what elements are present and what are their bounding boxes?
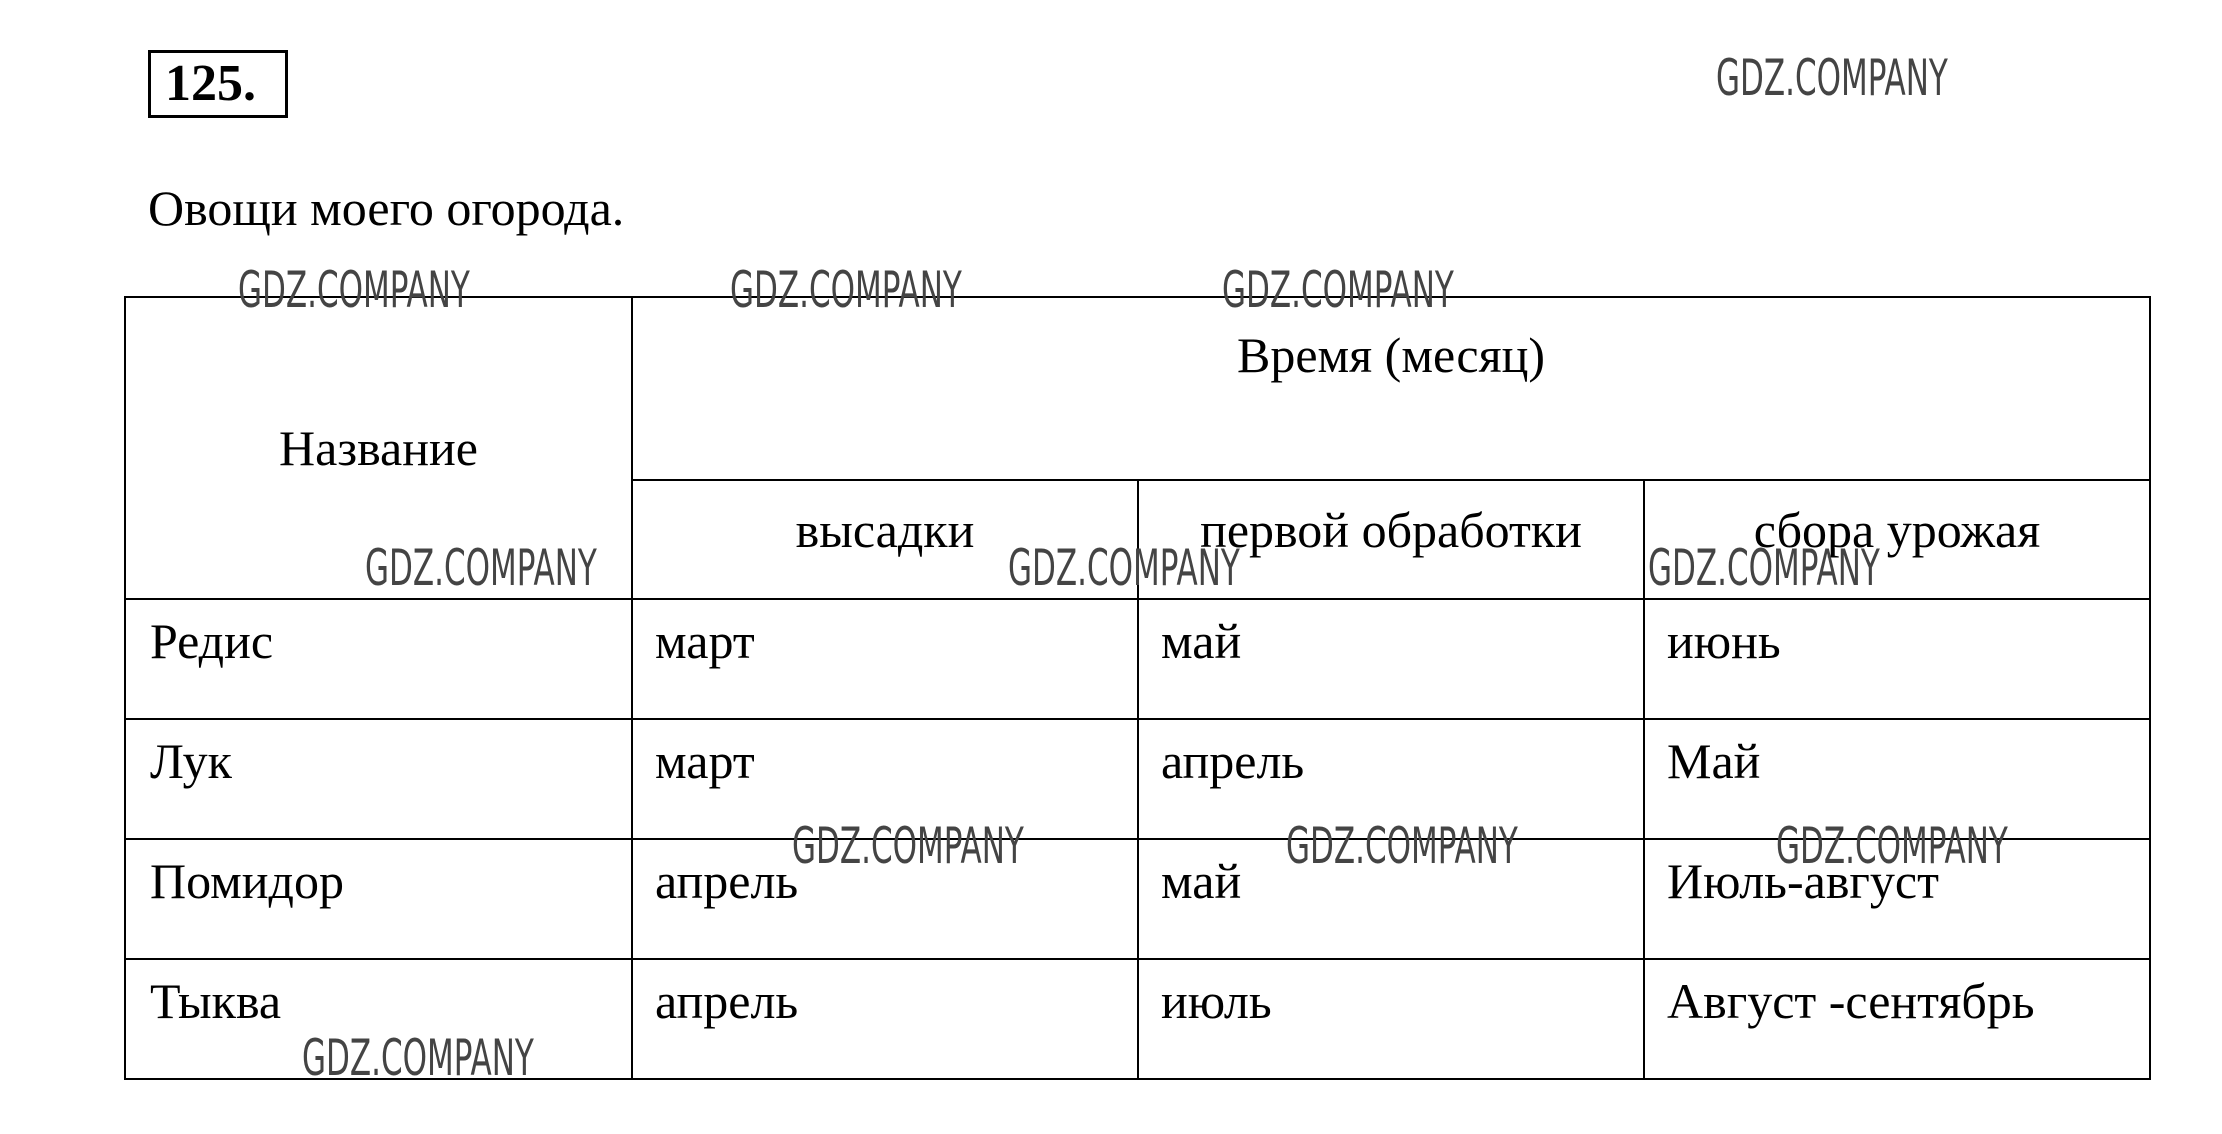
watermark: GDZ.COMPANY: [1648, 539, 1880, 597]
vegetable-name: Редис: [125, 599, 632, 719]
planting-month: апрель: [632, 959, 1138, 1079]
page-heading: Овощи моего огорода.: [148, 180, 625, 236]
planting-month: апрель: [632, 839, 1138, 959]
header-first-treatment: первой обработки: [1138, 480, 1644, 599]
header-time: Время (месяц): [632, 297, 2150, 480]
table-header-row: [125, 297, 2150, 480]
watermark: GDZ.COMPANY: [1008, 539, 1240, 597]
planting-month: март: [632, 719, 1138, 839]
vegetable-table: [124, 296, 2151, 1080]
task-number: 125.: [148, 50, 288, 118]
watermark: GDZ.COMPANY: [238, 261, 470, 319]
vegetable-name: Тыква: [125, 959, 632, 1079]
watermark: GDZ.COMPANY: [302, 1029, 534, 1087]
watermark: GDZ.COMPANY: [730, 261, 962, 319]
header-name: Название: [125, 297, 632, 599]
watermark: GDZ.COMPANY: [365, 539, 597, 597]
watermark: GDZ.COMPANY: [792, 817, 1024, 875]
table-row: [125, 599, 2150, 719]
harvest-month: Июль-август: [1644, 839, 2150, 959]
planting-month: март: [632, 599, 1138, 719]
vegetable-name: Помидор: [125, 839, 632, 959]
first-treatment-month: май: [1138, 839, 1644, 959]
first-treatment-month: май: [1138, 599, 1644, 719]
watermark: GDZ.COMPANY: [1716, 49, 1948, 107]
header-planting: высадки: [632, 480, 1138, 599]
header-harvest: сбора урожая: [1644, 480, 2150, 599]
watermark: GDZ.COMPANY: [1286, 817, 1518, 875]
vegetable-name: Лук: [125, 719, 632, 839]
harvest-month: Май: [1644, 719, 2150, 839]
harvest-month: Август -сентябрь: [1644, 959, 2150, 1079]
first-treatment-month: июль: [1138, 959, 1644, 1079]
watermark: GDZ.COMPANY: [1776, 817, 2008, 875]
harvest-month: июнь: [1644, 599, 2150, 719]
first-treatment-month: апрель: [1138, 719, 1644, 839]
watermark: GDZ.COMPANY: [1222, 261, 1454, 319]
